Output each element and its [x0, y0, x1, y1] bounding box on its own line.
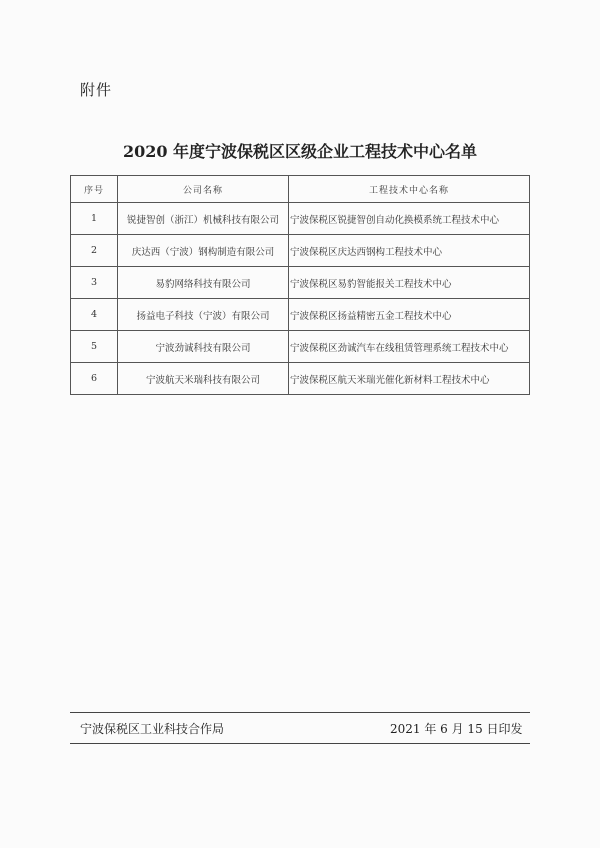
- table-body: [71, 203, 530, 395]
- row-serial-number: 6: [71, 363, 118, 395]
- row-company-name: 易豹网络科技有限公司: [118, 267, 289, 299]
- table-row: [71, 267, 530, 299]
- table-row: [71, 331, 530, 363]
- row-center-name: 宁波保税区锐捷智创自动化换模系统工程技术中心: [289, 203, 530, 235]
- issuer-name: 宁波保税区工业科技合作局: [80, 722, 225, 736]
- row-center-name: 宁波保税区扬益精密五金工程技术中心: [289, 299, 530, 331]
- row-center-name: 宁波保税区庆达西钢构工程技术中心: [289, 235, 530, 267]
- row-company-name: 扬益电子科技（宁波）有限公司: [118, 299, 289, 331]
- document-title: 2020 年度宁波保税区区级企业工程技术中心名单: [122, 142, 478, 161]
- engineering-center-table: [70, 175, 530, 395]
- row-center-name: 宁波保税区航天米瑞光催化新材料工程技术中心: [289, 363, 530, 395]
- row-center-name: 宁波保税区劲诚汽车在线租赁管理系统工程技术中心: [289, 331, 530, 363]
- row-center-name: 宁波保税区易豹智能报关工程技术中心: [289, 267, 530, 299]
- header-serial-number: 序号: [71, 176, 118, 203]
- row-serial-number: 5: [71, 331, 118, 363]
- header-company-name: 公司名称: [118, 176, 289, 203]
- footer-bottom-rule: [70, 743, 530, 744]
- table-row: [71, 363, 530, 395]
- table-row: [71, 235, 530, 267]
- header-center-name: 工程技术中心名称: [289, 176, 530, 203]
- row-company-name: 宁波劲诚科技有限公司: [118, 331, 289, 363]
- row-company-name: 宁波航天米瑞科技有限公司: [118, 363, 289, 395]
- table-row: [71, 203, 530, 235]
- row-company-name: 庆达西（宁波）钢构制造有限公司: [118, 235, 289, 267]
- attachment-label: 附件: [80, 81, 113, 99]
- issue-date: 2021 年 6 月 15 日印发: [390, 722, 523, 736]
- row-serial-number: 3: [71, 267, 118, 299]
- row-serial-number: 4: [71, 299, 118, 331]
- row-company-name: 锐捷智创（浙江）机械科技有限公司: [118, 203, 289, 235]
- row-serial-number: 1: [71, 203, 118, 235]
- table-header-row: [71, 176, 530, 203]
- row-serial-number: 2: [71, 235, 118, 267]
- table-header: [71, 176, 530, 203]
- footer-top-rule: [70, 712, 530, 713]
- table-row: [71, 299, 530, 331]
